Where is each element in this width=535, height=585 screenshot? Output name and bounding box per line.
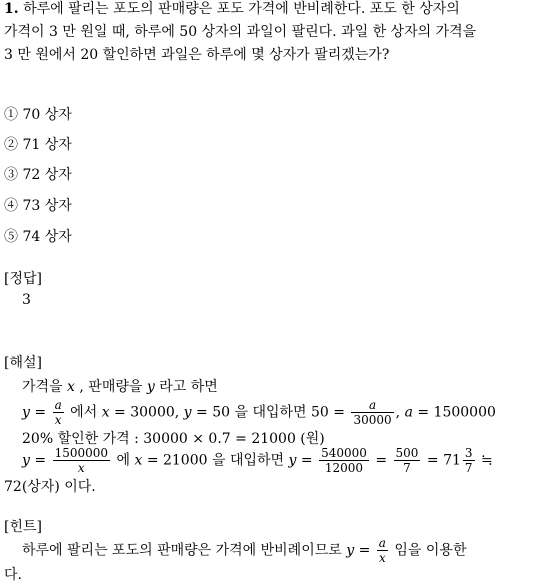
solution-text: 에서 (70, 404, 98, 421)
fraction-denominator: 7 (464, 461, 473, 475)
fraction-numerator: 3 (464, 446, 473, 460)
equals-sign: = (300, 452, 313, 469)
hint-line-2: 다. (4, 567, 22, 583)
fraction-numerator: a (378, 536, 386, 550)
question-line-1 (4, 0, 460, 20)
choice-text: 72 상자 (22, 167, 72, 183)
choice-mark: ① (4, 107, 18, 123)
solution-text: 에 (116, 452, 130, 469)
choice-1[interactable] (4, 104, 72, 124)
fraction-numerator: a (54, 398, 62, 412)
solution-line-1 (22, 376, 218, 396)
mixed-fraction-3-over-7 (463, 446, 475, 475)
hint-heading: [힌트] (4, 519, 42, 535)
solution-text: = 21000 을 대입하면 (146, 452, 285, 469)
var-x: x (134, 452, 143, 469)
fraction-1500000-over-x (53, 446, 110, 475)
solution-line-5: 72(상자) 이다. (4, 479, 96, 495)
var-y: y (346, 542, 355, 559)
answer-value: 3 (22, 292, 31, 308)
equals-sign: = (34, 404, 47, 421)
fraction-500-over-7 (394, 446, 421, 475)
solution-text: 라고 하면 (159, 379, 218, 395)
question-text-1: 하루에 팔리는 포도의 판매량은 포도 가격에 반비례한다. 포도 한 상자의 (23, 1, 460, 17)
choice-5[interactable] (4, 226, 72, 246)
var-a: a (404, 404, 413, 421)
approx-sign: ≒ (480, 452, 493, 469)
var-x: x (67, 379, 75, 395)
fraction-denominator: x (54, 413, 62, 427)
solution-line-2 (22, 398, 496, 427)
fraction-denominator: 12000 (324, 461, 364, 475)
solution-text: = 1500000 (417, 404, 496, 421)
solution-text: = 30000, (114, 404, 180, 421)
fraction-a-over-30000 (351, 398, 393, 427)
solution-heading: [해설] (4, 355, 42, 371)
choice-2[interactable] (4, 134, 72, 154)
fraction-denominator: 7 (403, 461, 411, 475)
choice-text: 71 상자 (22, 137, 72, 153)
fraction-numerator: 540000 (321, 446, 367, 460)
solution-line-3: 20% 할인한 가격 : 30000 × 0.7 = 21000 (원) (22, 431, 325, 447)
fraction-denominator: x (77, 461, 85, 475)
solution-text: = 71 (426, 452, 461, 469)
var-y: y (183, 404, 192, 421)
equals-sign: = (34, 452, 47, 469)
choice-text: 70 상자 (22, 107, 72, 123)
equals-sign: = (358, 542, 371, 559)
hint-text: 임을 이용한 (394, 542, 467, 559)
solution-text: 가격을 (22, 379, 63, 395)
solution-line-4 (22, 446, 493, 475)
fraction-numerator: 1500000 (54, 446, 109, 460)
question-number: 1. (4, 1, 19, 17)
answer-heading: [정답] (4, 271, 42, 287)
hint-text: 하루에 팔리는 포도의 판매량은 가격에 반비례이므로 (22, 542, 342, 559)
fraction-540000-over-12000 (319, 446, 369, 475)
choice-mark: ④ (4, 198, 18, 214)
choice-text: 73 상자 (22, 198, 72, 214)
question-line-2: 가격이 3 만 원일 때, 하루에 50 상자의 과일이 팔린다. 과일 한 상자의 가격을 (4, 24, 477, 40)
question-line-3: 3 만 원에서 20 할인하면 과일은 하루에 몇 상자가 팔리겠는가? (4, 47, 390, 63)
solution-text: , 판매량을 (79, 379, 143, 395)
var-x: x (101, 404, 110, 421)
var-y: y (22, 452, 30, 469)
choice-mark: ⑤ (4, 229, 18, 245)
equals-sign: = (375, 452, 388, 469)
solution-text: , (395, 404, 401, 421)
choice-mark: ③ (4, 167, 18, 183)
var-y: y (146, 379, 155, 395)
choice-mark: ② (4, 137, 18, 153)
choice-text: 74 상자 (22, 229, 72, 245)
var-y: y (288, 452, 297, 469)
hint-line-1 (22, 536, 466, 565)
fraction-numerator: 500 (395, 446, 419, 460)
choice-4[interactable] (4, 195, 72, 215)
fraction-denominator: 30000 (353, 413, 392, 427)
fraction-a-over-x (377, 536, 388, 565)
fraction-numerator: a (351, 398, 393, 413)
fraction-a-over-x (53, 398, 64, 427)
choice-3[interactable] (4, 164, 72, 184)
var-y: y (22, 404, 30, 421)
solution-text: = 50 을 대입하면 50 = (196, 404, 346, 421)
fraction-denominator: x (378, 551, 386, 565)
